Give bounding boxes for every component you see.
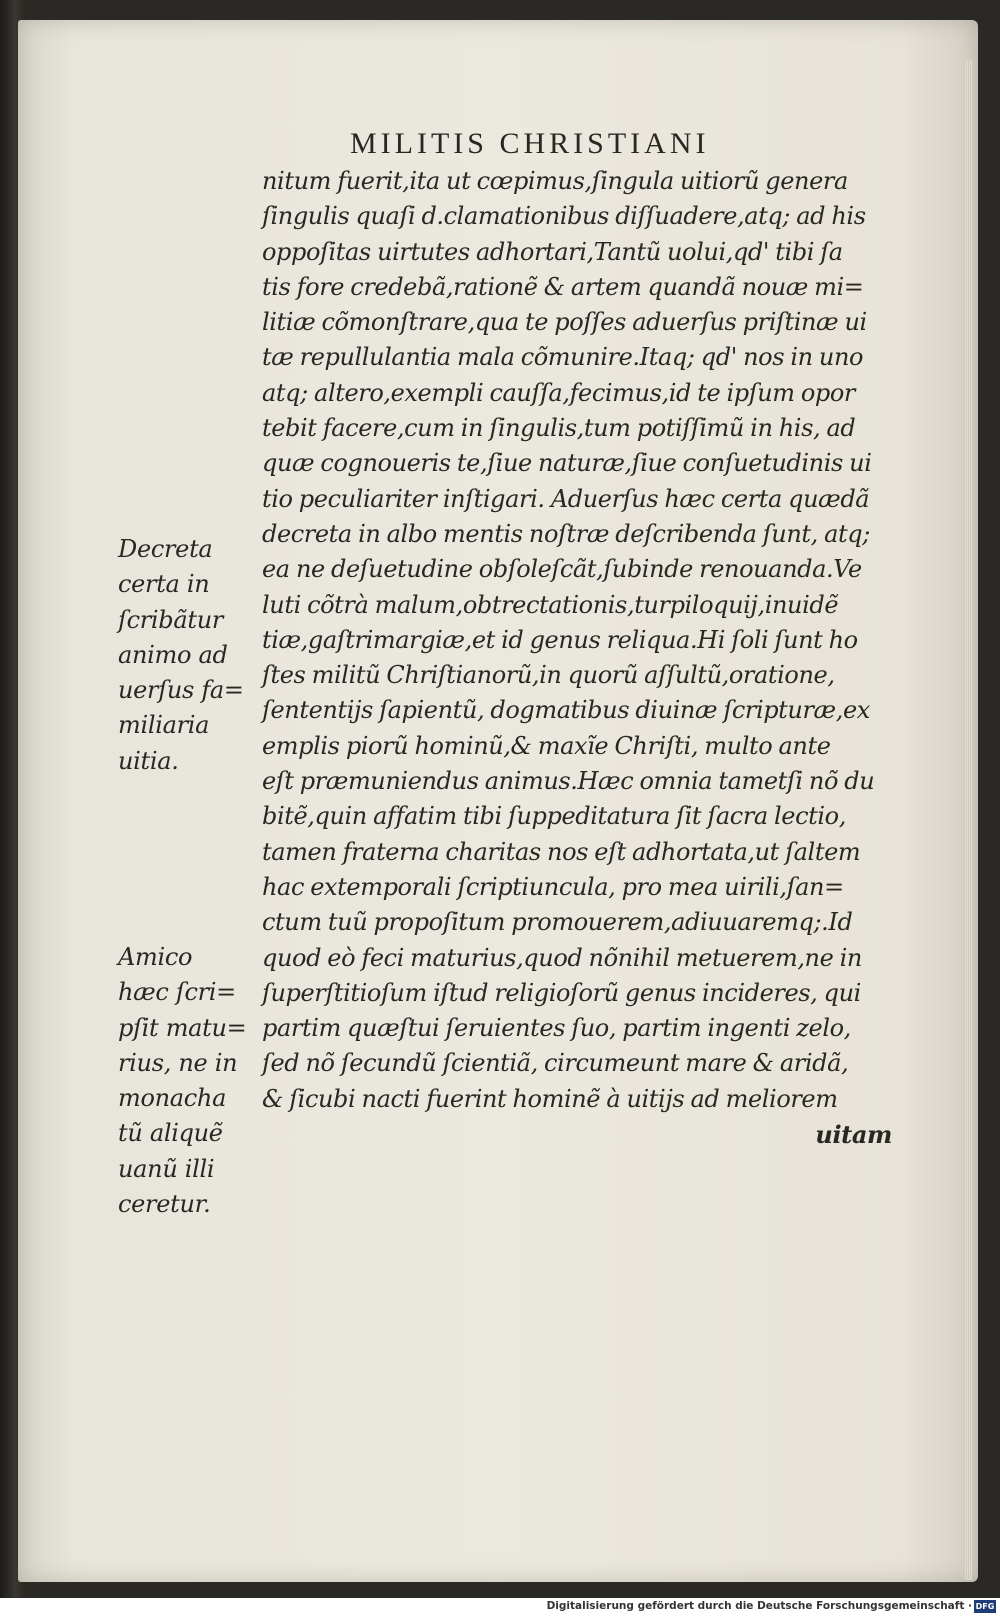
text-line: decreta in albo mentis noſtræ deſcribenda ſunt, atq;	[262, 519, 870, 548]
text-line: atq; altero,exempli cauſſa,fecimus,id te ipſum opor	[262, 378, 855, 407]
page-edge	[964, 60, 972, 1580]
text-line: nitum fuerit,ita ut cœpimus,ſingula uitiorũ genera	[262, 167, 848, 195]
text-line: litiæ cõmonſtrare,qua te poſſes aduerſus priſtinæ ui	[262, 308, 867, 337]
margin-note-amico	[118, 940, 258, 1222]
text-line: tiæ,gaſtrimargiæ,et id genus reliqua.Hi ſoli ſunt ho	[262, 625, 858, 654]
margin-note-line: hæc ſcri=	[118, 978, 236, 1007]
text-line: quæ cognoueris te,ſiue naturæ,ſiue conſuetudinis ui	[262, 449, 872, 478]
text-line: tebit facere,cum in ſingulis,tum potiſſimũ in his, ad	[262, 414, 856, 443]
text-line: tio peculiariter inſtigari. Aduerſus hæc certa quædã	[262, 484, 870, 513]
text-line: ea ne deſuetudine obſoleſcãt,ſubinde renouanda.Ve	[262, 555, 862, 584]
text-line: emplis piorũ hominũ,& maxĩe Chriſti, multo ante	[262, 731, 831, 760]
text-line: oppoſitas uirtutes adhortari,Tantũ uolui,qd' tibi ſa	[262, 237, 843, 266]
body-text	[262, 164, 902, 1152]
margin-note-line: pſit matu=	[118, 1013, 247, 1042]
text-line: & ſicubi nacti fuerint hominẽ à uitijs ad meliorem	[262, 1084, 838, 1113]
margin-note-line: rius, ne in	[118, 1048, 238, 1077]
funding-credit: Digitalisierung gefördert durch die Deutsche Forschungsgemeinschaft ·	[546, 1600, 972, 1612]
text-line: tis fore credebã,rationẽ & artem quandã nouæ mi=	[262, 272, 864, 301]
margin-note-line: monacha	[118, 1084, 227, 1113]
margin-note-line: Decreta	[118, 535, 213, 563]
margin-note-line: uerſus fa=	[118, 676, 244, 705]
text-line: tæ repullulantia mala cõmunire.Itaq; qd' nos in uno	[262, 343, 864, 372]
text-line: ſtes militũ Chriſtianorũ,in quorũ aſſultũ,oratione,	[262, 661, 835, 690]
margin-note-line: ſcribãtur	[118, 605, 224, 634]
margin-note-line: certa in	[118, 570, 210, 599]
margin-note-line: ceretur.	[118, 1190, 211, 1219]
text-line: ſingulis quaſi d.clamationibus diſſuadere,atq; ad his	[262, 202, 866, 231]
text-line: quod eò feci maturius,quod nõnihil metuerem,ne in	[262, 943, 862, 972]
catchword: uitam	[815, 1120, 892, 1150]
text-line: luti cõtrà malum,obtrectationis,turpiloquij,inuidẽ	[262, 590, 839, 619]
margin-note-line: tũ aliquẽ	[118, 1119, 223, 1148]
margin-note-line: uanũ illi	[118, 1154, 215, 1183]
text-line: ctum tuũ propoſitum promouerem,adiuuaremq;.Id	[262, 908, 853, 937]
text-line: partim quæſtui ſeruientes ſuo, partim ingenti zelo,	[262, 1014, 851, 1043]
text-line: hac extemporali ſcriptiuncula, pro mea uirili,ſan=	[262, 872, 844, 901]
margin-note-line: miliaria	[118, 711, 210, 740]
dfg-logo: DFG	[975, 1602, 995, 1611]
text-line: eſt præmuniendus animus.Hæc omnia tametſi nõ du	[262, 767, 875, 796]
margin-note-line: Amico	[118, 943, 193, 971]
text-line: ſuperſtitioſum iſtud religioſorũ genus incideres, qui	[262, 978, 861, 1007]
margin-note-line: animo ad	[118, 640, 228, 669]
running-head: MILITIS CHRISTIANI	[350, 127, 710, 160]
text-line: bitẽ,quin affatim tibi ſuppeditatura ſit ſacra lectio,	[262, 802, 846, 831]
text-line: ſententijs ſapientũ, dogmatibus diuinæ ſcripturæ,ex	[262, 696, 870, 725]
text-line: tamen fraterna charitas nos eſt adhortata,ut ſaltem	[262, 837, 861, 866]
text-line: ſed nõ ſecundũ ſcientiã, circumeunt mare & aridã,	[262, 1049, 849, 1078]
margin-note-decreta	[118, 532, 258, 779]
margin-note-line: uitia.	[118, 746, 179, 775]
